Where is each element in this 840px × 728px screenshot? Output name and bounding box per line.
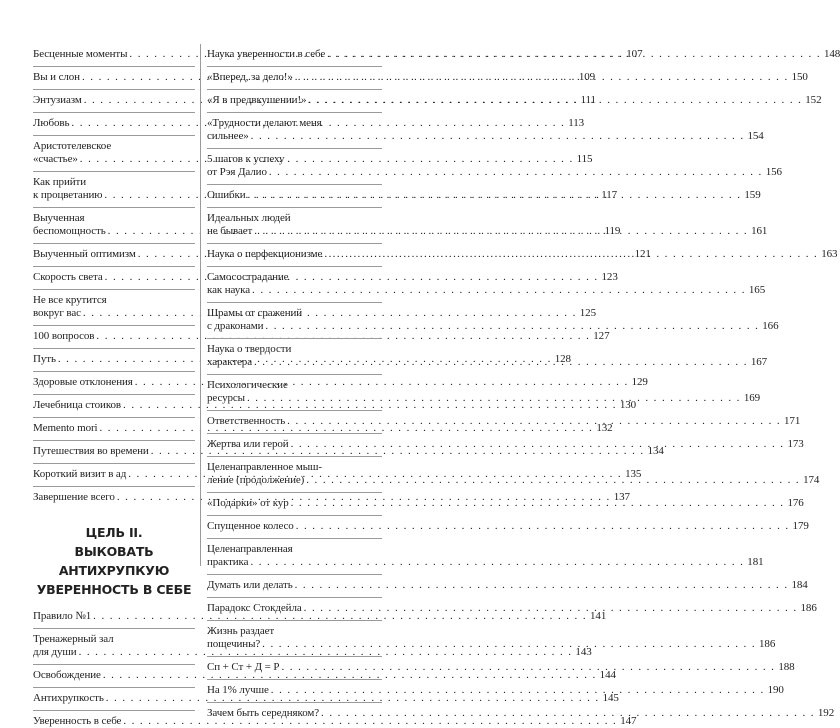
toc-entry-title-line: Memento mori	[33, 422, 98, 434]
dot-leader	[291, 497, 785, 510]
toc-entry	[207, 707, 835, 720]
dot-leader	[306, 474, 800, 487]
dot-leader	[248, 189, 742, 202]
toc-entry	[207, 661, 795, 674]
entry-divider	[33, 664, 195, 665]
page-number: 147	[620, 715, 637, 727]
toc-entry-title-line: как наука	[207, 284, 251, 296]
entry-divider	[33, 135, 195, 136]
page-number: 109	[578, 71, 596, 83]
dot-leader	[269, 166, 763, 179]
dot-leader	[265, 320, 759, 333]
page-number: 125	[579, 307, 596, 319]
section-heading-line-2: ВЫКОВАТЬ АНТИХРУПКУЮ	[58, 544, 170, 578]
page-number: 176	[787, 497, 804, 509]
dot-leader	[327, 48, 821, 61]
page-number: 121	[634, 248, 651, 260]
toc-entry-title-line: Любовь	[33, 117, 70, 129]
toc-entry-title-line: от Рэя Далио	[207, 166, 267, 178]
page-number: 165	[748, 284, 766, 296]
toc-entry-title-line: «Подарки» от кур	[207, 497, 289, 509]
entry-divider	[33, 371, 195, 372]
dot-leader	[295, 579, 789, 592]
entry-divider	[33, 440, 195, 441]
page-number: 171	[784, 415, 801, 427]
page-number: 179	[792, 520, 809, 532]
entry-divider	[207, 184, 382, 185]
dot-leader	[247, 392, 741, 405]
entry-divider	[207, 656, 382, 657]
entry-divider	[33, 266, 195, 267]
entry-divider	[207, 597, 382, 598]
dot-leader	[271, 684, 765, 697]
section-heading	[33, 523, 195, 599]
entry-divider	[207, 679, 382, 680]
entry-divider	[207, 266, 382, 267]
page-number: 169	[743, 392, 761, 404]
page-number: 181	[747, 556, 764, 568]
entry-divider	[33, 325, 195, 326]
toc-entry	[33, 715, 637, 728]
toc-entry-title-line: вокруг вас	[33, 307, 81, 319]
toc-entry	[207, 684, 784, 697]
toc-entry-title-line: Путешествия во времени	[33, 445, 149, 457]
entry-divider	[207, 574, 382, 575]
toc-entry-title-line: Сп + Ст + Д = Р	[207, 661, 280, 673]
toc-entry-title-line: Завершение всего	[33, 491, 115, 503]
toc-entry-title-line: Наука уверенности в себе	[207, 48, 326, 60]
toc-entry-title-line: Идеальных людей	[207, 212, 291, 224]
page-number: 174	[803, 474, 820, 486]
toc-entry-title-line: 100 вопросов	[33, 330, 95, 342]
entry-divider	[207, 702, 382, 703]
dot-leader	[295, 71, 789, 84]
dot-leader	[324, 248, 818, 261]
entry-divider	[207, 374, 382, 375]
toc-entry-title-line: характера	[207, 356, 252, 368]
page-number: 186	[800, 602, 817, 614]
dot-leader	[308, 94, 802, 107]
entry-divider	[207, 538, 382, 539]
page-number: 123	[601, 271, 618, 283]
page-number: 134	[647, 445, 664, 457]
page-number: 145	[602, 692, 619, 704]
toc-entry-title-line: Наука о твердости	[207, 343, 292, 355]
entry-divider	[33, 207, 195, 208]
page-number: 167	[750, 356, 768, 368]
entry-divider	[207, 112, 382, 113]
page-number: 148	[823, 48, 840, 60]
column-divider	[200, 44, 201, 566]
toc-entry-title-line: Аристотелевское	[33, 140, 112, 152]
toc-entry-title-line: Правило №1	[33, 610, 92, 622]
entry-divider	[207, 148, 382, 149]
dot-leader	[252, 284, 746, 297]
page-number: 127	[593, 330, 610, 342]
page-number: 128	[554, 353, 571, 365]
toc-entry-title-line: Самосострадание	[207, 271, 289, 283]
page-number: 115	[576, 153, 593, 165]
page-number: 141	[590, 610, 607, 622]
page-number: 163	[821, 248, 838, 260]
toc-entry-title-line: беспомощность	[33, 225, 106, 237]
page-number: 188	[778, 661, 795, 673]
entry-divider	[33, 112, 195, 113]
entry-divider	[33, 710, 195, 711]
entry-divider	[33, 417, 195, 418]
page-number: 166	[762, 320, 779, 332]
toc-entry-title-line: Спущенное колесо	[207, 520, 294, 532]
dot-leader	[281, 661, 775, 674]
toc-entry	[207, 579, 808, 592]
toc-entry-title-line: Ответственность	[207, 415, 286, 427]
toc-entry	[207, 602, 817, 615]
page-number: 156	[765, 166, 782, 178]
toc-entry-title-line: Лечебница стоиков	[33, 399, 122, 411]
entry-divider	[207, 492, 382, 493]
toc-entry-title-line: Выученная	[33, 212, 85, 224]
page-number: 119	[604, 225, 621, 237]
toc-entry-title-line: ресурсы	[207, 392, 245, 404]
entry-divider	[207, 620, 382, 621]
page-number: 132	[596, 422, 613, 434]
page-number: 117	[601, 189, 618, 201]
toc-entry-title-line: Антихрупкость	[33, 692, 104, 704]
toc-entry-title-line: На 1% лучше	[207, 684, 269, 696]
toc-entry-title-line: «Трудности делают меня	[207, 117, 322, 129]
toc-entry	[33, 692, 619, 705]
entry-divider	[207, 410, 382, 411]
entry-divider	[33, 687, 195, 688]
entry-divider	[207, 433, 382, 434]
toc-entry-title-line: «счастье»	[33, 153, 78, 165]
entry-divider	[207, 338, 382, 339]
entry-divider	[207, 66, 382, 67]
page-number: 107	[626, 48, 643, 60]
toc-entry-title-line: 5 шагов к успеху	[207, 153, 285, 165]
entry-divider	[207, 515, 382, 516]
toc-entry-title-line: Скорость света	[33, 271, 103, 283]
toc-entry-title-line: Путь	[33, 353, 56, 365]
toc-entry-title-line: Ошибки	[207, 189, 246, 201]
toc-entry-title-line: Зачем быть середняком?	[207, 707, 320, 719]
toc-entry-title-line: к процветанию	[33, 189, 103, 201]
section-heading-line-3: УВЕРЕННОСТЬ В СЕБЕ	[36, 582, 192, 597]
toc-entry-title-line: Как прийти	[33, 176, 87, 188]
entry-divider	[207, 302, 382, 303]
page-number: 186	[759, 638, 776, 650]
page-number: 130	[619, 399, 637, 411]
entry-divider	[33, 486, 195, 487]
toc-entry-title-line: Вы и слон	[33, 71, 80, 83]
entry-divider	[207, 243, 382, 244]
toc-entry-title-line: Бесценные моменты	[33, 48, 128, 60]
toc-entry-title-line: Выученный оптимизм	[33, 248, 136, 260]
page-number: 159	[744, 189, 761, 201]
toc-entry-title-line: Не все крутится	[33, 294, 107, 306]
toc-entry-title-line: Жизнь раздает	[207, 625, 275, 637]
toc-entry-title-line: практика	[207, 556, 249, 568]
toc-entry-title-line: для души	[33, 646, 77, 658]
dot-leader	[291, 438, 785, 451]
toc-entry-title-line: Психологические	[207, 379, 288, 391]
toc-entry	[207, 625, 776, 651]
entry-divider	[33, 289, 195, 290]
dot-leader	[251, 130, 745, 143]
entry-divider	[33, 394, 195, 395]
page-number: 152	[805, 94, 822, 106]
toc-entry-title-line: пощечины?	[207, 638, 261, 650]
toc-entry-title-line: с драконами	[207, 320, 264, 332]
page-number: 135	[625, 468, 642, 480]
entry-divider	[207, 456, 382, 457]
toc-entry-title-line: ление (продолжение)	[207, 474, 305, 486]
page-number: 184	[791, 579, 808, 591]
page-number: 190	[767, 684, 784, 696]
toc-entry-title-line: не бывает	[207, 225, 253, 237]
entry-divider	[33, 463, 195, 464]
toc-entry	[33, 669, 616, 682]
dot-leader	[296, 520, 790, 533]
page-number: 137	[613, 491, 630, 503]
toc-entry-title-line: Уверенность в себе	[33, 715, 122, 727]
toc-entry	[207, 543, 764, 569]
toc-entry	[33, 445, 664, 458]
page-number: 144	[599, 669, 616, 681]
toc-entry	[207, 520, 809, 533]
page-number: 143	[575, 646, 592, 658]
page-number: 192	[817, 707, 835, 719]
toc-entry-title-line: Здоровые отклонения	[33, 376, 133, 388]
section-heading-line-1: ЦЕЛЬ II.	[85, 525, 143, 540]
dot-leader	[262, 638, 756, 651]
toc-entry	[33, 330, 610, 343]
entry-divider	[33, 348, 195, 349]
page-number: 154	[747, 130, 764, 142]
entry-divider	[33, 243, 195, 244]
dot-leader	[254, 356, 748, 369]
toc-entry-title-line: сильнее»	[207, 130, 249, 142]
toc-entry-title-line: Целенаправленное мыш-	[207, 461, 322, 473]
page-number: 113	[568, 117, 585, 129]
toc-entry-title-line: Освобождение	[33, 669, 101, 681]
dot-leader	[321, 707, 815, 720]
entry-divider	[33, 89, 195, 90]
toc-entry	[33, 399, 637, 412]
dot-leader	[287, 415, 781, 428]
dot-leader	[250, 556, 744, 569]
toc-entry-title-line: Жертва или герой	[207, 438, 289, 450]
entry-divider	[33, 628, 195, 629]
dot-leader	[254, 225, 748, 238]
toc-entry-title-line: Парадокс Стокдейла	[207, 602, 302, 614]
toc-entry-title-line: Думать или делать	[207, 579, 293, 591]
entry-divider	[207, 207, 382, 208]
page-number: 111	[580, 94, 596, 106]
entry-divider	[207, 89, 382, 90]
toc-entry-title-line: «Я в предвкушении!»	[207, 94, 307, 106]
toc-entry-title-line: «Вперед, за дело!»	[207, 71, 293, 83]
toc-entry-title-line: Наука о перфекционизме	[207, 248, 323, 260]
toc-entry-title-line: Энтузиазм	[33, 94, 82, 106]
toc-entry-title-line: Шрамы от сражений	[207, 307, 303, 319]
toc-entry	[33, 610, 607, 623]
toc-entry-title-line: Целенаправленная	[207, 543, 293, 555]
dot-leader	[304, 602, 798, 615]
page-number: 161	[751, 225, 768, 237]
page-number: 129	[631, 376, 648, 388]
page-number: 173	[787, 438, 804, 450]
entry-divider	[33, 66, 195, 67]
toc-entry-title-line: Тренажерный зал	[33, 633, 114, 645]
entry-divider	[33, 171, 195, 172]
toc-entry	[33, 422, 613, 435]
toc-entry-title-line: Короткий визит в ад	[33, 468, 127, 480]
page-number: 150	[791, 71, 808, 83]
